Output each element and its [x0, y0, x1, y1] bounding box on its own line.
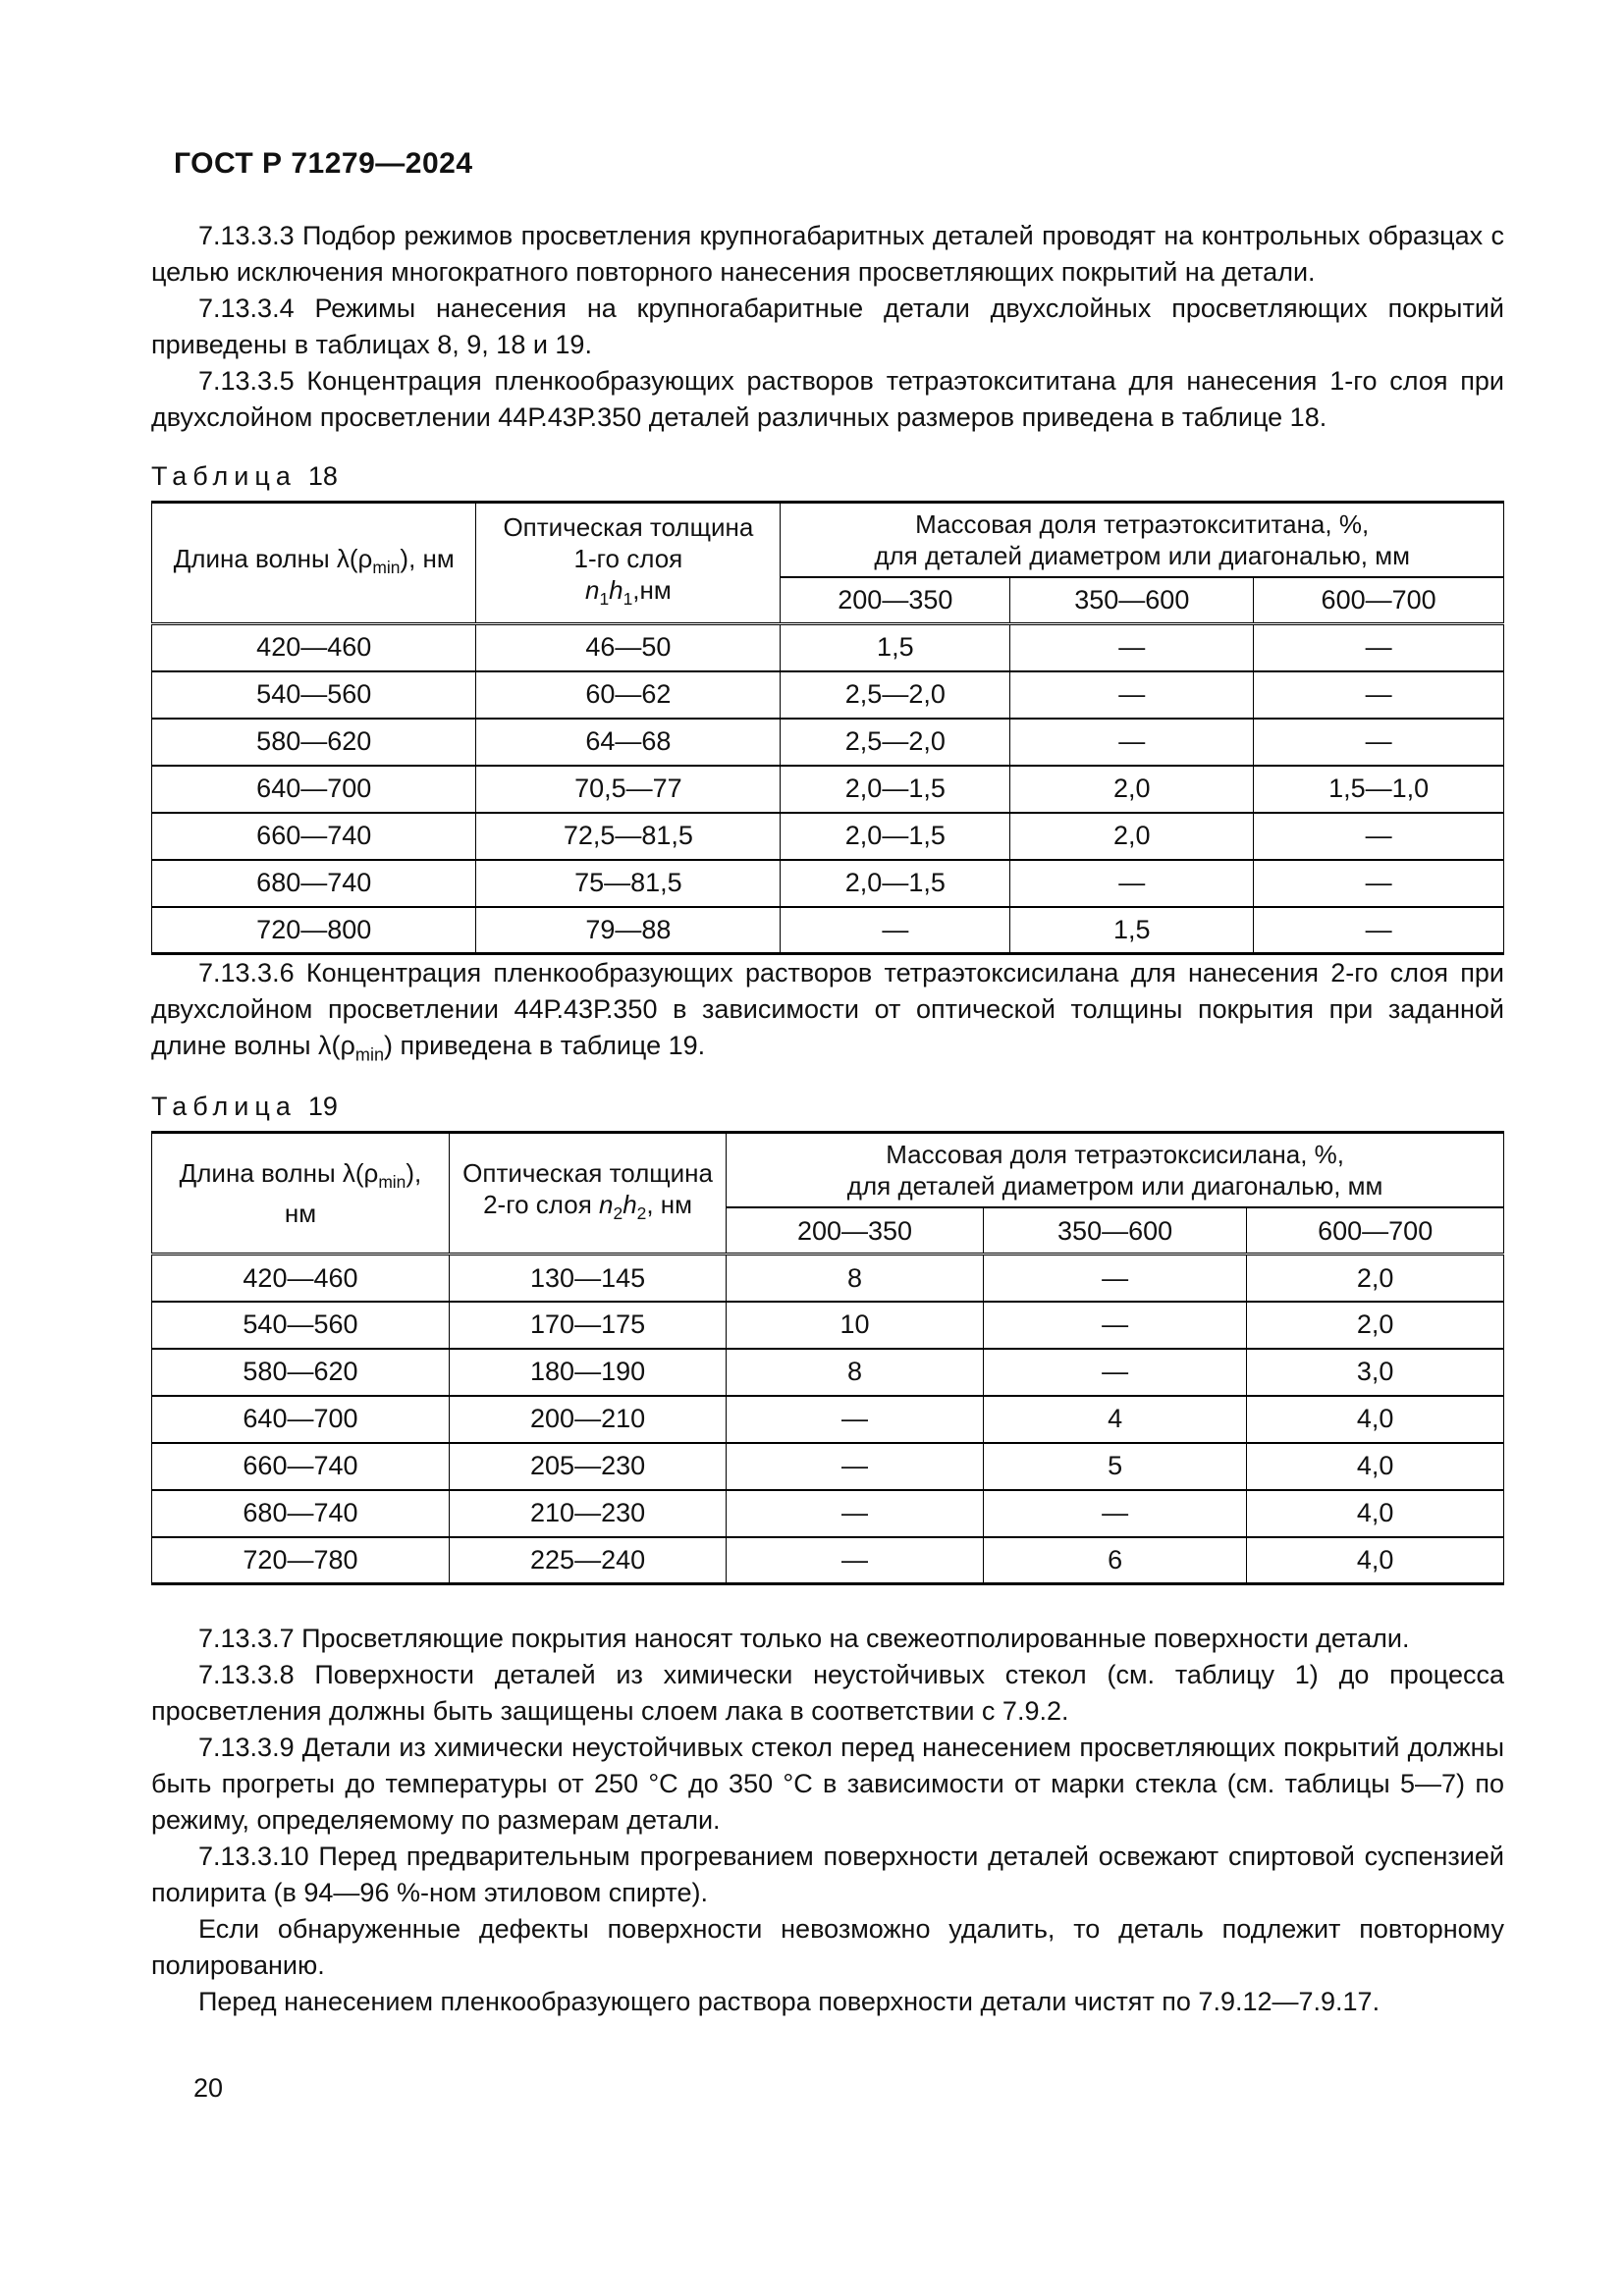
table-cell: 1,5 — [781, 624, 1010, 671]
header-line: Оптическая толщина — [503, 511, 754, 542]
paragraph-defects: Если обнаруженные дефекты поверхности невозможно удалить, то деталь подлежит повторному полированию. — [151, 1914, 1504, 1981]
table-cell: 200—210 — [449, 1396, 726, 1443]
table-cell: 180—190 — [449, 1349, 726, 1396]
table-cell: 580—620 — [152, 719, 476, 766]
table-cell: 1,5—1,0 — [1254, 766, 1504, 813]
table-cell: 8 — [727, 1349, 984, 1396]
table-cell: — — [1254, 907, 1504, 954]
formula-unit: ,нм — [632, 574, 672, 605]
table-18-subheader-350-600: 350—600 — [1010, 577, 1254, 624]
table-row — [152, 1490, 1504, 1537]
table-19 — [151, 1131, 1504, 1585]
header-line: 1-го слоя — [573, 543, 683, 573]
table-cell: — — [983, 1255, 1247, 1302]
formula-h: h — [609, 574, 623, 605]
table-cell: 2,0 — [1010, 766, 1254, 813]
table-cell: — — [1010, 624, 1254, 671]
page-content — [151, 218, 1504, 2020]
paragraph-7-13-3-4: 7.13.3.4 Режимы нанесения на крупногабаритные детали двухслойных просветляющих покрытий приведены в таблицах 8, 9, 18 и 19. — [151, 294, 1504, 359]
table-cell: — — [1010, 860, 1254, 907]
table-row — [152, 860, 1504, 907]
header-line: Массовая доля тетраэтоксититана, %, — [915, 508, 1370, 539]
header-line: для деталей диаметром или диагональю, мм — [846, 1171, 1383, 1201]
paragraph-7-13-3-9: 7.13.3.9 Детали из химически неустойчивых стекол перед нанесением просветляющих покрытий должны быть прогреты до температуры от 250 °С до 350 °С в зависимости от марки стекла (см. таблицы 5—7) по режиму, определяемому по размерам детали. — [151, 1733, 1504, 1836]
header-line: нм — [284, 1199, 317, 1229]
table-cell: 1,5 — [1010, 907, 1254, 954]
table-row — [152, 907, 1504, 954]
formula-subscript: 2 — [613, 1203, 623, 1224]
table-cell: 640—700 — [152, 1396, 450, 1443]
closing-paragraphs — [151, 1621, 1504, 2020]
paragraph-text: ) приведена в таблице 19. — [384, 1031, 706, 1060]
formula-n: n — [599, 1190, 614, 1220]
table-caption-number: 19 — [307, 1092, 338, 1122]
table-19-header-wavelength — [152, 1133, 450, 1255]
table-18-header-mass-fraction — [781, 503, 1504, 577]
table-cell: — — [1254, 671, 1504, 719]
table-cell: — — [727, 1443, 984, 1490]
header-line: Оптическая толщина — [462, 1158, 713, 1189]
table-cell: 3,0 — [1247, 1349, 1504, 1396]
doc-code: ГОСТ Р 71279—2024 — [174, 147, 473, 180]
table-cell: 46—50 — [476, 624, 781, 671]
table-cell: — — [983, 1349, 1247, 1396]
table-cell: 2,5—2,0 — [781, 671, 1010, 719]
table-row — [152, 1443, 1504, 1490]
table-cell: 680—740 — [152, 860, 476, 907]
table-18-caption — [151, 461, 1504, 491]
table-cell: 4,0 — [1247, 1396, 1504, 1443]
table-cell: 660—740 — [152, 813, 476, 860]
formula-unit: , нм — [646, 1190, 693, 1220]
table-cell: 4,0 — [1247, 1490, 1504, 1537]
table-cell: 70,5—77 — [476, 766, 781, 813]
table-row — [152, 1396, 1504, 1443]
header-text: ), нм — [400, 543, 455, 573]
table-19-caption — [151, 1092, 1504, 1121]
table-cell: 2,0—1,5 — [781, 813, 1010, 860]
header-text: Длина волны λ(ρ — [173, 543, 373, 573]
formula-subscript: 2 — [636, 1203, 647, 1224]
table-cell: 79—88 — [476, 907, 781, 954]
table-cell: 580—620 — [152, 1349, 450, 1396]
header-subscript: min — [372, 558, 401, 578]
table-cell: 420—460 — [152, 1255, 450, 1302]
table-18-subheader-600-700: 600—700 — [1254, 577, 1504, 624]
table-cell: 170—175 — [449, 1302, 726, 1349]
header-text: Длина волны λ(ρ — [179, 1158, 379, 1189]
table-18 — [151, 501, 1504, 955]
table-row — [152, 719, 1504, 766]
paragraph-text: 7.13.3.6 Концентрация пленкообразующих растворов тетраэтоксисилана для нанесения 2-го слоя при двухслойном просветлении 44Р.43Р.350 в зависимости от оптической толщины покрытия при заданной длине волны λ(ρ — [151, 958, 1504, 1060]
header-text: ), — [406, 1158, 422, 1189]
table-cell: 8 — [727, 1255, 984, 1302]
table-18-header-optical-thickness — [476, 503, 781, 624]
table-19-subheader-600-700: 600—700 — [1247, 1207, 1504, 1255]
header-formula — [456, 1189, 720, 1229]
table-caption-word: Таблица — [151, 461, 297, 491]
table-cell: 680—740 — [152, 1490, 450, 1537]
table-cell: 225—240 — [449, 1537, 726, 1584]
table-cell: — — [781, 907, 1010, 954]
table-row — [152, 1255, 1504, 1302]
table-cell: 2,0—1,5 — [781, 766, 1010, 813]
table-cell: — — [1254, 719, 1504, 766]
table-cell: 4,0 — [1247, 1537, 1504, 1584]
formula-subscript: 1 — [599, 589, 610, 610]
table-row — [152, 766, 1504, 813]
table-cell: 640—700 — [152, 766, 476, 813]
header-line — [158, 1157, 443, 1198]
table-cell: 2,0—1,5 — [781, 860, 1010, 907]
table-18-subheader-200-350: 200—350 — [781, 577, 1010, 624]
table-cell: — — [983, 1490, 1247, 1537]
table-cell: 75—81,5 — [476, 860, 781, 907]
table-cell: 205—230 — [449, 1443, 726, 1490]
table-cell: — — [1254, 813, 1504, 860]
table-cell: 540—560 — [152, 1302, 450, 1349]
table-cell: — — [727, 1490, 984, 1537]
formula-n: n — [584, 574, 600, 605]
table-cell: 6 — [983, 1537, 1247, 1584]
table-cell: — — [727, 1396, 984, 1443]
table-19-subheader-350-600: 350—600 — [983, 1207, 1247, 1255]
table-row — [152, 813, 1504, 860]
table-cell: 5 — [983, 1443, 1247, 1490]
paragraph-7-13-3-10: 7.13.3.10 Перед предварительным прогреванием поверхности деталей освежают спиртовой суспензией полирита (в 94—96 %-ном этиловом спирте). — [151, 1842, 1504, 1908]
table-row — [152, 1537, 1504, 1584]
header-subscript: min — [378, 1172, 406, 1193]
header-line: для деталей диаметром или диагональю, мм — [874, 540, 1410, 570]
formula-subscript: 1 — [623, 589, 633, 610]
table-cell: — — [1254, 624, 1504, 671]
header-text: 2-го слоя — [483, 1190, 600, 1220]
table-19-header-mass-fraction — [727, 1133, 1504, 1207]
table-cell: 2,0 — [1010, 813, 1254, 860]
header-formula — [482, 574, 774, 614]
formula-h: h — [623, 1190, 637, 1220]
table-cell: 4 — [983, 1396, 1247, 1443]
paragraph-7-13-3-3: 7.13.3.3 Подбор режимов просветления крупногабаритных деталей проводят на контрольных образцах с целью исключения многократного повторного нанесения просветляющих покрытий на детали. — [151, 221, 1504, 287]
page-number: 20 — [193, 2073, 224, 2103]
paragraph-subscript: min — [354, 1044, 385, 1065]
table-cell: — — [983, 1302, 1247, 1349]
table-cell: 2,0 — [1247, 1255, 1504, 1302]
paragraph-cleaning: Перед нанесением пленкообразующего раствора поверхности детали чистят по 7.9.12—7.9.17. — [198, 1987, 1380, 2017]
paragraph-7-13-3-7: 7.13.3.7 Просветляющие покрытия наносят только на свежеотполированные поверхности детали. — [198, 1624, 1410, 1654]
table-cell: — — [727, 1537, 984, 1584]
table-cell: — — [1254, 860, 1504, 907]
table-cell: 210—230 — [449, 1490, 726, 1537]
table-cell: 10 — [727, 1302, 984, 1349]
table-row — [152, 671, 1504, 719]
table-cell: 64—68 — [476, 719, 781, 766]
table-caption-word: Таблица — [151, 1092, 297, 1122]
table-cell: 420—460 — [152, 624, 476, 671]
table-cell: — — [1010, 671, 1254, 719]
table-cell: 720—780 — [152, 1537, 450, 1584]
table-caption-number: 18 — [307, 461, 338, 491]
table-19-subheader-200-350: 200—350 — [727, 1207, 984, 1255]
table-cell: 4,0 — [1247, 1443, 1504, 1490]
table-cell: 2,5—2,0 — [781, 719, 1010, 766]
table-cell: 720—800 — [152, 907, 476, 954]
table-row — [152, 624, 1504, 671]
paragraph-7-13-3-8: 7.13.3.8 Поверхности деталей из химически неустойчивых стекол (см. таблицу 1) до процесса просветления должны быть защищены слоем лака в соответствии с 7.9.2. — [151, 1660, 1504, 1727]
table-cell: 130—145 — [449, 1255, 726, 1302]
paragraph-7-13-3-5: 7.13.3.5 Концентрация пленкообразующих растворов тетраэтоксититана для нанесения 1-го слоя при двухслойном просветлении 44Р.43Р.350 деталей различных размеров приведена в таблице 18. — [151, 366, 1504, 432]
paragraph-7-13-3-6 — [151, 955, 1504, 1073]
table-cell: 2,0 — [1247, 1302, 1504, 1349]
table-cell: 60—62 — [476, 671, 781, 719]
table-19-header-optical-thickness — [449, 1133, 726, 1255]
table-cell: 660—740 — [152, 1443, 450, 1490]
table-cell: 540—560 — [152, 671, 476, 719]
table-cell: 72,5—81,5 — [476, 813, 781, 860]
table-row — [152, 1349, 1504, 1396]
table-18-header-wavelength — [152, 503, 476, 624]
header-line: Массовая доля тетраэтоксисилана, %, — [886, 1140, 1344, 1170]
table-row — [152, 1302, 1504, 1349]
table-cell: — — [1010, 719, 1254, 766]
